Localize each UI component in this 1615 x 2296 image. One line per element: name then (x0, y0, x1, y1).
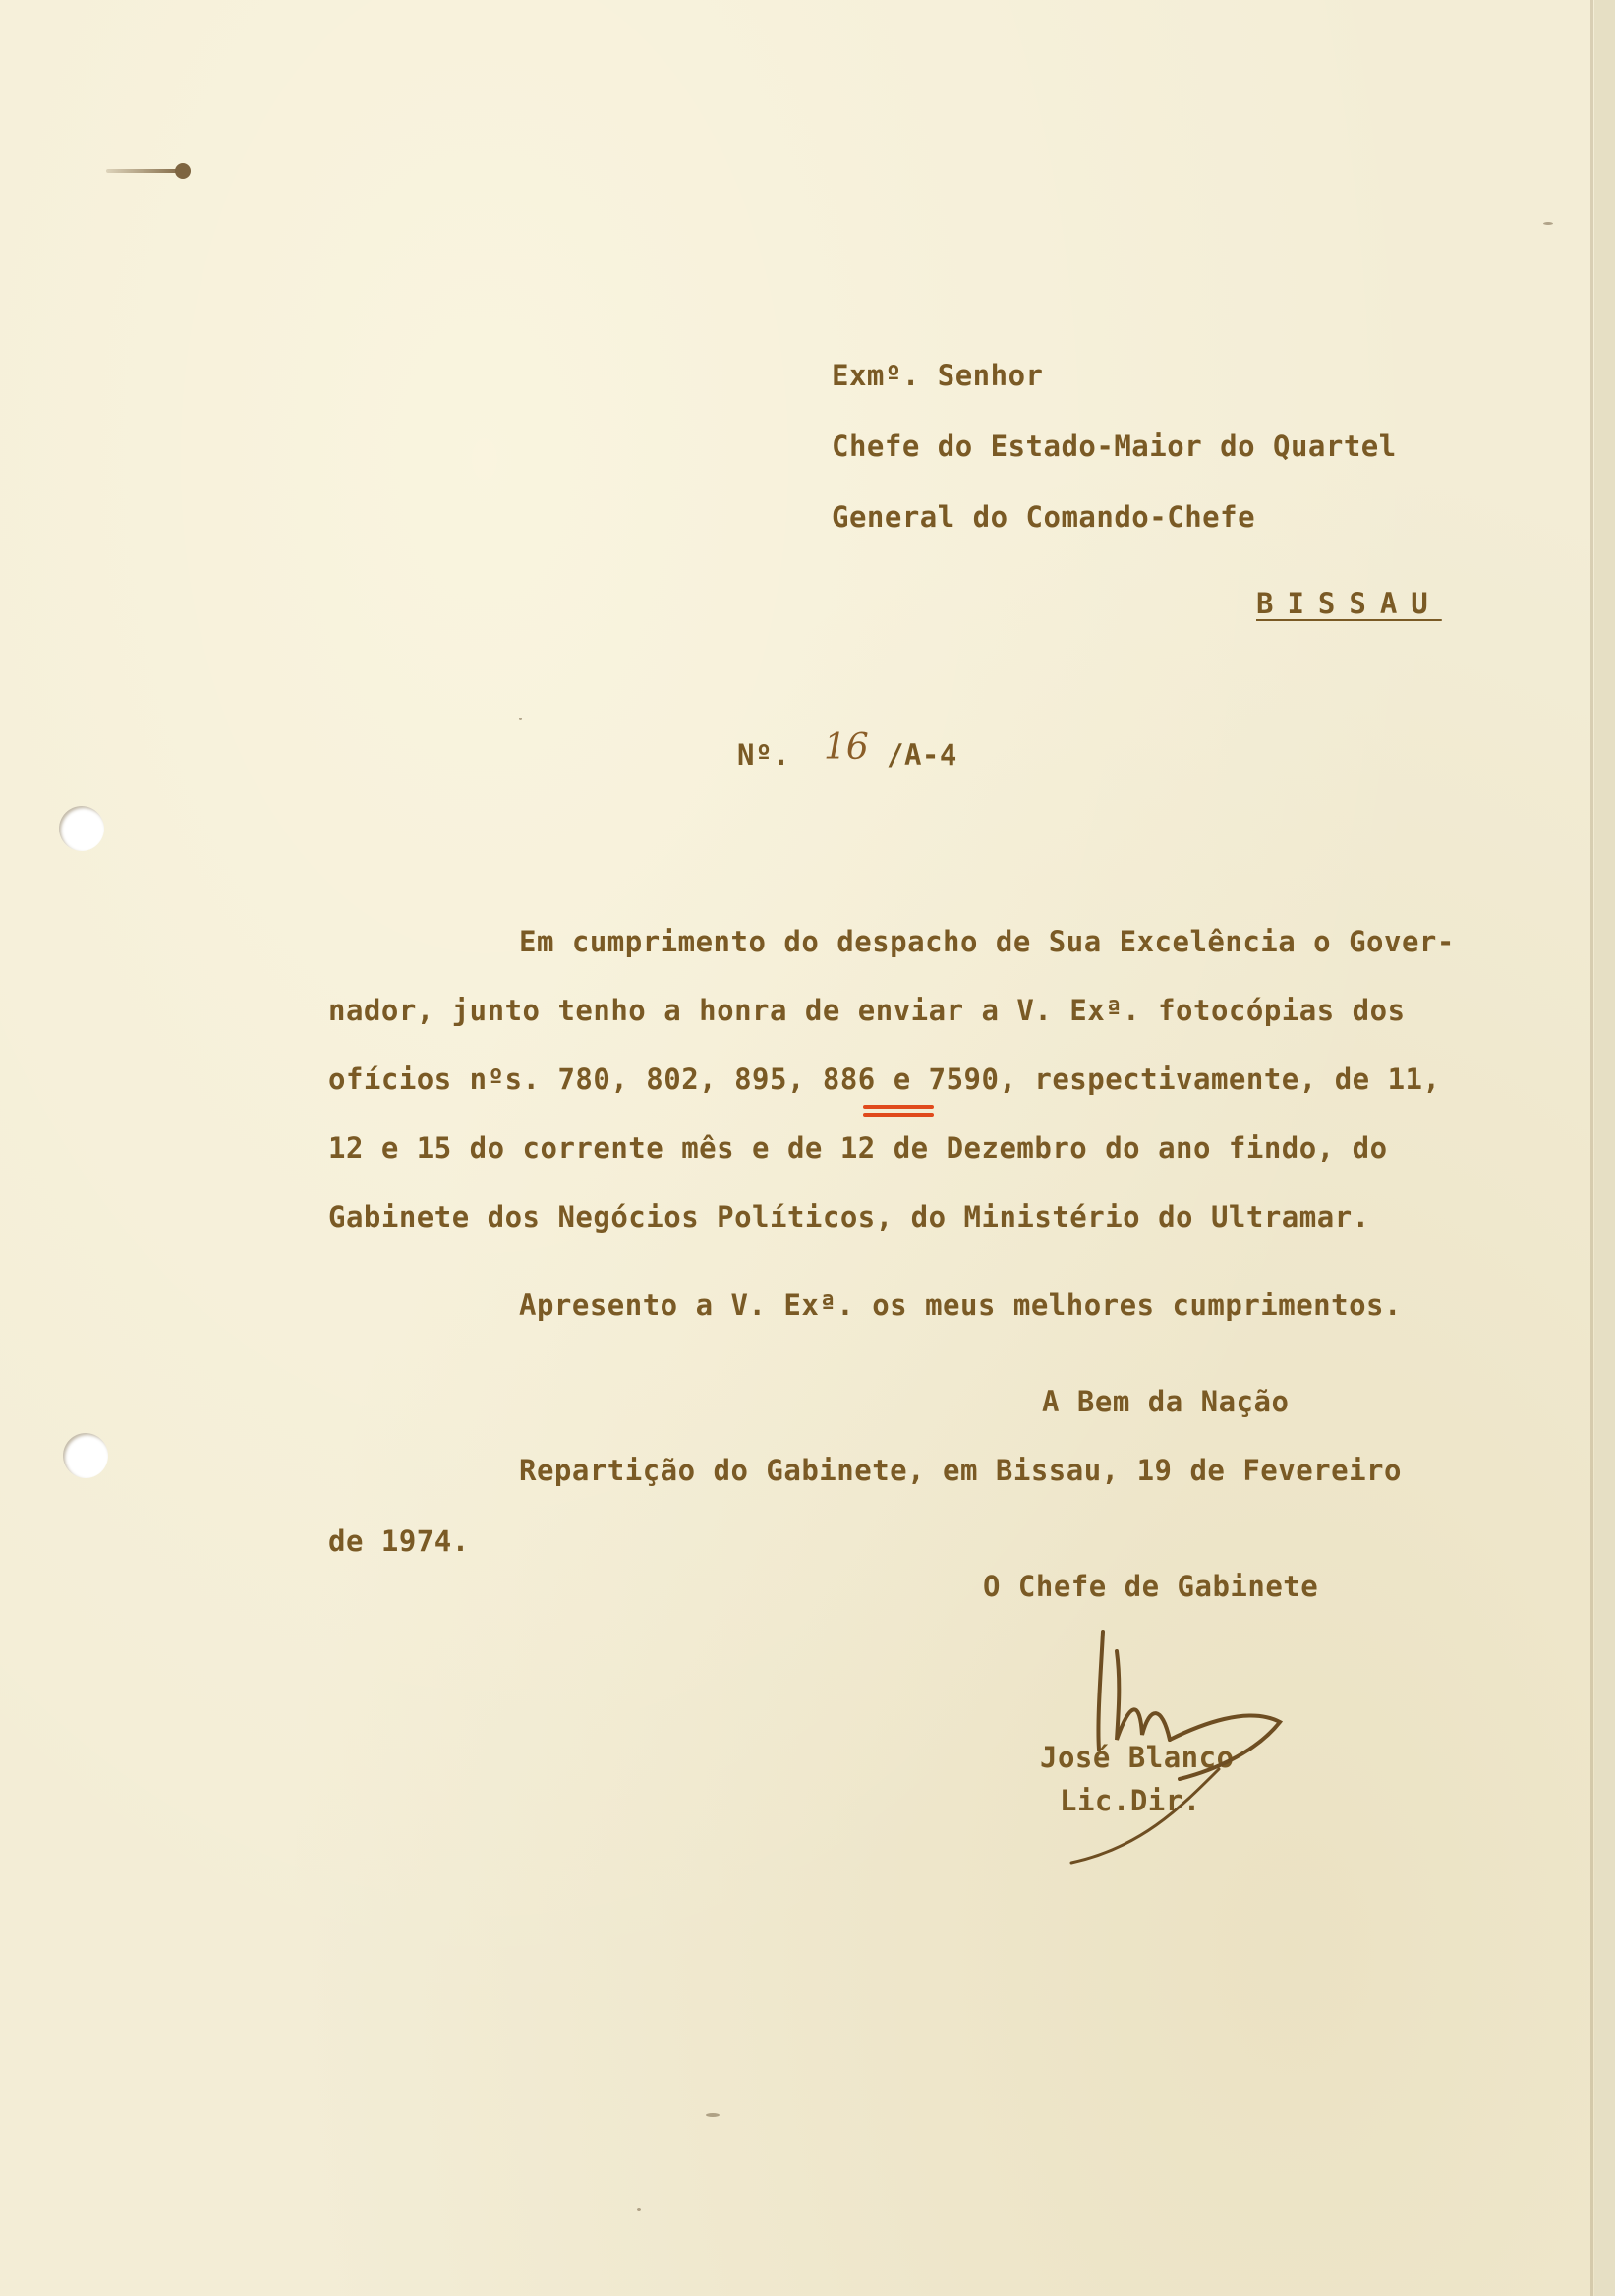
page-edge (1594, 0, 1615, 2296)
addressee-line-2: General do Comando-Chefe (832, 500, 1256, 534)
body-line-4: 12 e 15 do corrente mês e de 12 de Dezembro do ano findo, do (328, 1131, 1388, 1165)
paper-speck (1543, 222, 1553, 225)
paper-speck (519, 718, 522, 720)
reference-prefix: Nº. (737, 738, 790, 772)
page-edge-shadow (1590, 0, 1593, 2296)
closing-motto: A Bem da Nação (1042, 1385, 1290, 1418)
addressee-city: BISSAU (1256, 587, 1442, 620)
red-pencil-underline (863, 1105, 934, 1109)
addressee-line-1: Chefe do Estado-Maior do Quartel (832, 430, 1397, 463)
punch-hole-top (59, 806, 104, 851)
red-pencil-underline (863, 1113, 934, 1117)
body-line-3: ofícios nºs. 780, 802, 895, 886 e 7590, respectivamente, de 11, (328, 1062, 1441, 1096)
reference-suffix: /A-4 (887, 738, 957, 772)
body-line-2: nador, junto tenho a honra de enviar a V. Exª. fotocópias dos (328, 994, 1406, 1027)
paper-clip-dot (175, 163, 191, 179)
paper-speck (637, 2208, 641, 2211)
paper-clip-mark (106, 169, 185, 173)
body-line-5: Gabinete dos Negócios Políticos, do Ministério do Ultramar. (328, 1200, 1370, 1234)
punch-hole-bottom (63, 1433, 108, 1478)
body-line-1: Em cumprimento do despacho de Sua Excelência o Gover- (519, 925, 1455, 958)
paper-speck (706, 2113, 720, 2117)
signatory-title: O Chefe de Gabinete (983, 1570, 1319, 1603)
place-date-line-1: Repartição do Gabinete, em Bissau, 19 de Fevereiro (519, 1454, 1402, 1487)
handwritten-signature (1022, 1612, 1317, 1877)
greeting-line: Apresento a V. Exª. os meus melhores cumprimentos. (519, 1289, 1402, 1322)
signer-credential: Lic.Dir. (1060, 1784, 1201, 1817)
signer-name: José Blanco (1040, 1741, 1235, 1774)
place-date-line-2: de 1974. (328, 1524, 470, 1558)
addressee-salutation: Exmº. Senhor (832, 359, 1044, 392)
reference-number-handwritten: 16 (824, 727, 869, 768)
